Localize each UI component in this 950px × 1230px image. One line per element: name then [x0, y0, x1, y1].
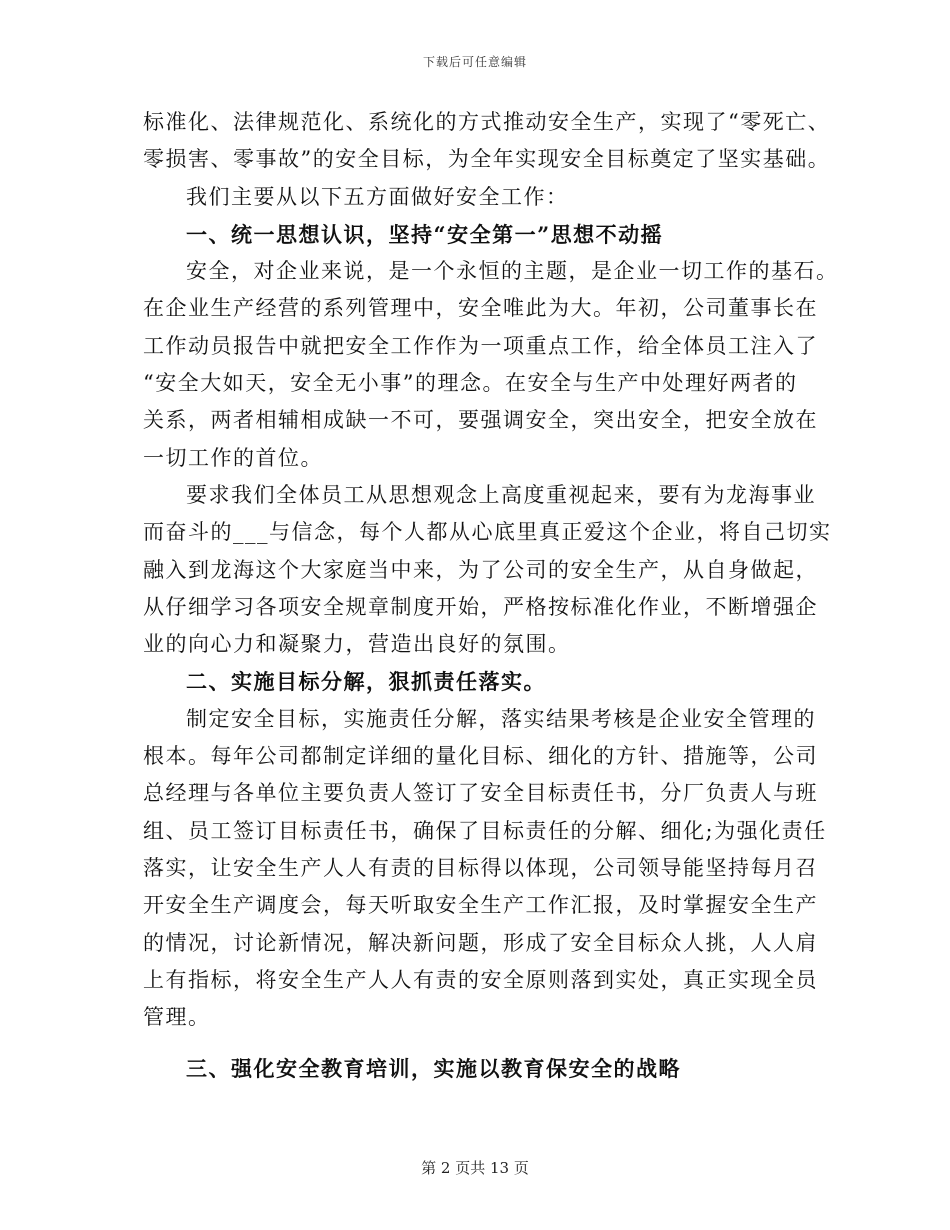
- body-line: “安全大如天，安全无小事”的理念。在安全与生产中处理好两者的: [143, 371, 798, 396]
- body-line: 组、员工签订目标责任书，确保了目标责任的分解、细化;为强化责任: [143, 818, 827, 843]
- section-heading-2: 二、实施目标分解，狠抓责任落实。: [186, 669, 546, 695]
- body-line: 落实，让安全生产人人有责的目标得以体现，公司领导能坚持每月召: [143, 855, 818, 880]
- body-line: 融入到龙海这个大家庭当中来，为了公司的安全生产，从自身做起，: [143, 557, 818, 582]
- page-header: 下载后可任意编辑: [422, 55, 527, 69]
- body-line: 业的向心力和凝聚力，营造出良好的氛围。: [143, 632, 571, 657]
- body-line: 开安全生产调度会，每天听取安全生产工作汇报，及时掌握安全生产: [143, 893, 818, 918]
- body-line: 根本。每年公司都制定详细的量化目标、细化的方针、措施等，公司: [143, 744, 818, 769]
- body-line: 管理。: [143, 1005, 211, 1030]
- body-line: 我们主要从以下五方面做好安全工作：: [186, 184, 569, 209]
- body-line: 制定安全目标，实施责任分解，落实结果考核是企业安全管理的: [186, 706, 816, 731]
- document-body: [143, 104, 839, 1088]
- section-heading-1: 一、统一思想认识，坚持“安全第一”思想不动摇: [186, 221, 664, 247]
- body-line: 安全，对企业来说，是一个永恒的主题，是企业一切工作的基石。: [186, 259, 839, 284]
- body-line: 而奋斗的___与信念，每个人都从心底里真正爱这个企业，将自己切实: [143, 520, 832, 545]
- body-line: 标准化、法律规范化、系统化的方式推动安全生产，实现了“零死亡、: [143, 110, 831, 134]
- body-line: 关系，两者相辅相成缺一不可，要强调安全，突出安全，把安全放在: [143, 408, 818, 433]
- body-line: 从仔细学习各项安全规章制度开始，严格按标准化作业，不断增强企: [143, 594, 818, 619]
- body-line: 总经理与各单位主要负责人签订了安全目标责任书，分厂负责人与班: [143, 781, 818, 806]
- paragraph-gap: [143, 1036, 813, 1050]
- body-line: 一切工作的首位。: [143, 445, 323, 470]
- body-line: 工作动员报告中就把安全工作作为一项重点工作，给全体员工注入了: [143, 333, 818, 358]
- body-line: 在企业生产经营的系列管理中，安全唯此为大。年初，公司董事长在: [143, 296, 818, 321]
- page-number: 第 2 页共 13 页: [421, 1159, 529, 1177]
- body-line: 零损害、零事故”的安全目标，为全年实现安全目标奠定了坚实基础。: [143, 147, 831, 172]
- body-line: 的情况，讨论新情况，解决新问题，形成了安全目标众人挑，人人肩: [143, 930, 818, 955]
- section-heading-3: 三、强化安全教育培训，实施以教育保安全的战略: [186, 1056, 681, 1082]
- body-line: 上有指标，将安全生产人人有责的安全原则落到实处，真正实现全员: [143, 967, 818, 992]
- body-line: 要求我们全体员工从思想观念上高度重视起来，要有为龙海事业: [186, 482, 816, 507]
